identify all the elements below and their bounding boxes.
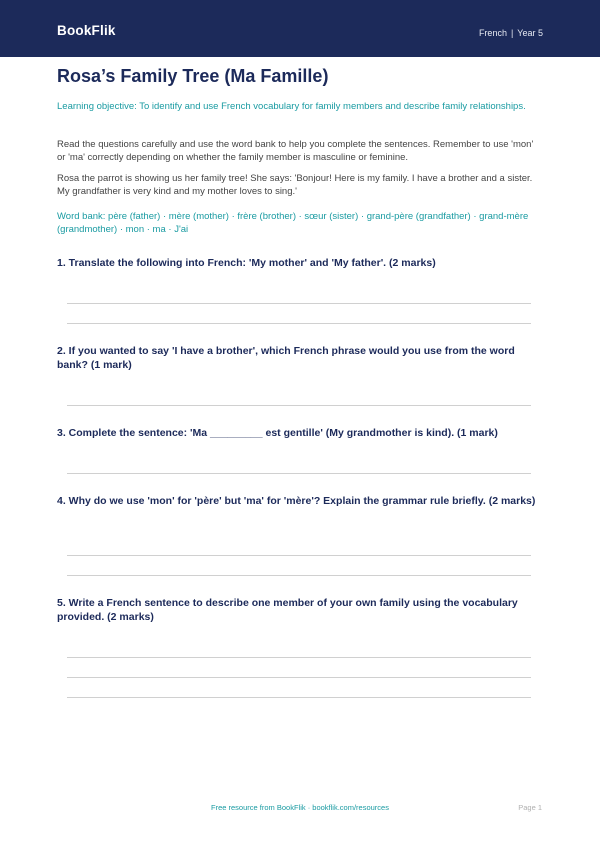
story-paragraph: Rosa the parrot is showing us her family tree! She says: 'Bonjour! Here is my family. I have a brother and a sister. My grandfather is very kind and my mother loves to sing.' [57, 173, 533, 197]
word-bank: Word bank: père (father) · mère (mother) · frère (brother) · sœur (sister) · grand-père (grandfather) · grand-mère (grandmother) · mon · ma · J'ai [57, 211, 529, 235]
answer-line[interactable] [67, 555, 531, 556]
answer-line[interactable] [67, 303, 531, 304]
answer-line[interactable] [67, 677, 531, 678]
brand-logo: BookFlik [57, 23, 116, 38]
footer-credit-link[interactable]: Free resource from BookFlik · bookflik.com/resources [211, 803, 389, 812]
answer-line[interactable] [67, 697, 531, 698]
question-5: 5. Write a French sentence to describe one member of your own family using the vocabulary provided. (2 marks) [57, 597, 518, 623]
page-header [0, 0, 600, 57]
answer-line[interactable] [67, 575, 531, 576]
question-3: 3. Complete the sentence: 'Ma _________ est gentille' (My grandmother is kind). (1 mark) [57, 427, 498, 439]
subject-year-label [479, 28, 543, 38]
instructions-paragraph: Read the questions carefully and use the word bank to help you complete the sentences. Remember to use 'mon' or 'ma' correctly depending on whether the family member is masculine or feminine. [57, 139, 534, 163]
answer-line[interactable] [67, 405, 531, 406]
page-title: Rosa’s Family Tree (Ma Famille) [57, 66, 329, 86]
page-number: Page 1 [518, 803, 542, 812]
question-2: 2. If you wanted to say 'I have a brother', which French phrase would you use from the word bank? (1 mark) [57, 345, 515, 371]
question-1: 1. Translate the following into French: 'My mother' and 'My father'. (2 marks) [57, 257, 436, 269]
year-label: Year 5 [517, 28, 543, 38]
answer-line[interactable] [67, 323, 531, 324]
separator: | [510, 28, 514, 38]
learning-objective: Learning objective: To identify and use French vocabulary for family members and describe family relationships. [57, 101, 526, 112]
subject-label: French [478, 28, 507, 38]
answer-line[interactable] [67, 657, 531, 658]
question-4: 4. Why do we use 'mon' for 'père' but 'ma' for 'mère'? Explain the grammar rule briefly. (2 marks) [57, 495, 536, 507]
answer-line[interactable] [67, 473, 531, 474]
